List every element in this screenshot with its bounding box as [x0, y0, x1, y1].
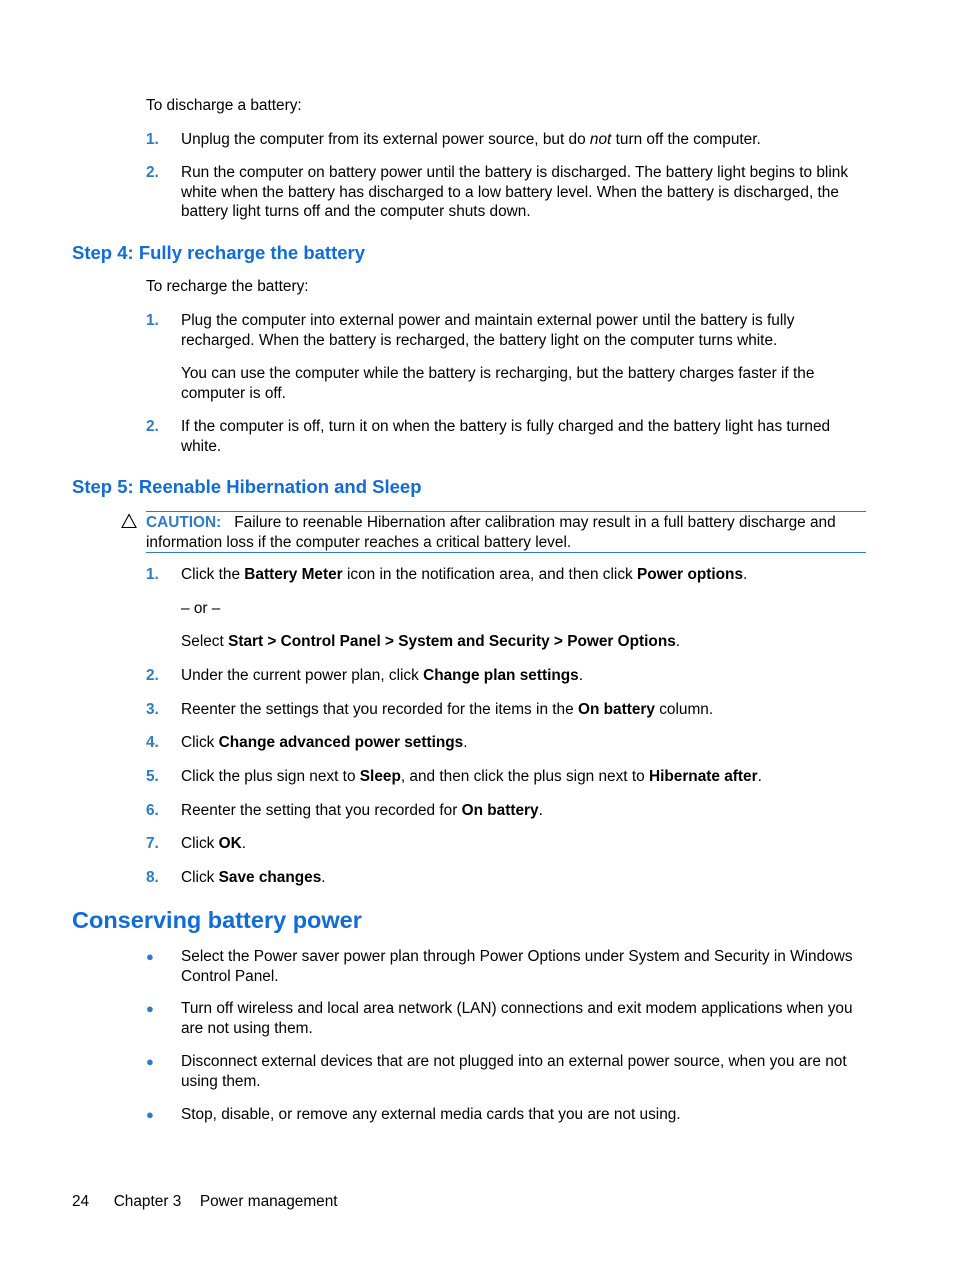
step5-item-text: Under the current power plan, click Change plan settings. — [181, 667, 584, 684]
or-separator: – or – — [181, 600, 221, 617]
step4-item-number: 2. — [146, 418, 159, 435]
step5-item-number: 7. — [146, 835, 159, 852]
caution-label: CAUTION: — [146, 514, 222, 531]
bullet-text: Select the Power saver power plan through Power Options under System and Security in Windows Control Panel. — [181, 948, 853, 985]
step5-item-text: Click Save changes. — [181, 869, 326, 886]
bullet-text: Disconnect external devices that are not plugged into an external power source, when you are not using them. — [181, 1053, 847, 1090]
step4-item-number: 1. — [146, 312, 159, 329]
step5-item-text: Reenter the settings that you recorded for the items in the On battery column. — [181, 701, 714, 718]
step5-item-text: Click the plus sign next to Sleep, and then click the plus sign next to Hibernate after. — [181, 768, 762, 785]
bullet-text: Stop, disable, or remove any external media cards that you are not using. — [181, 1106, 681, 1123]
bullet-text: Turn off wireless and local area network (LAN) connections and exit modem applications when you are not using them. — [181, 1000, 853, 1037]
step5-item-number: 2. — [146, 667, 159, 684]
step4-item-text: Plug the computer into external power and maintain external power until the battery is fully recharged. When the battery is recharged, the battery light on the computer turns white. — [181, 312, 795, 349]
bullet-icon: ● — [146, 1054, 154, 1069]
caution-box — [146, 511, 866, 553]
warning-triangle-icon — [121, 513, 137, 529]
chapter-label: Chapter 3 — [113, 1193, 182, 1210]
step5-item-number: 3. — [146, 701, 159, 718]
section-heading: Conserving battery power — [72, 907, 362, 933]
step5-item-number: 4. — [146, 734, 159, 751]
discharge-step-number: 1. — [146, 131, 159, 148]
bullet-icon: ● — [146, 1107, 154, 1122]
step5-heading: Step 5: Reenable Hibernation and Sleep — [72, 476, 422, 497]
chapter-title: Power management — [199, 1193, 338, 1210]
step4-item-text: If the computer is off, turn it on when the battery is fully charged and the battery light has turned white. — [181, 418, 831, 455]
discharge-step-number: 2. — [146, 164, 159, 181]
step4-item-note: You can use the computer while the battery is recharging, but the battery charges faster if the computer is off. — [181, 365, 815, 402]
step4-intro: To recharge the battery: — [146, 278, 309, 295]
step4-heading: Step 4: Fully recharge the battery — [72, 242, 366, 263]
step5-item-number: 5. — [146, 768, 159, 785]
step5-item-number: 1. — [146, 566, 159, 583]
step5-item-text: Click OK. — [181, 835, 246, 852]
discharge-step-text: Unplug the computer from its external power source, but do not turn off the computer. — [181, 131, 761, 148]
caution-text: Failure to reenable Hibernation after calibration may result in a full battery discharge and information loss if the computer reaches a critical battery level. — [146, 514, 836, 551]
page-number: 24 — [72, 1193, 90, 1210]
select-path-text: Select Start > Control Panel > System and Security > Power Options. — [181, 633, 681, 650]
page-footer — [72, 1192, 338, 1212]
step5-item-text: Click the Battery Meter icon in the notification area, and then click Power options. — [181, 566, 748, 583]
discharge-intro: To discharge a battery: — [146, 97, 302, 114]
step5-item-text: Reenter the setting that you recorded for On battery. — [181, 802, 543, 819]
step5-item-number: 6. — [146, 802, 159, 819]
step5-item-text: Click Change advanced power settings. — [181, 734, 468, 751]
bullet-icon: ● — [146, 1001, 154, 1016]
bullet-icon: ● — [146, 949, 154, 964]
step5-item-number: 8. — [146, 869, 159, 886]
discharge-step-text: Run the computer on battery power until the battery is discharged. The battery light begins to blink white when the battery has discharged to a low battery level. When the battery is discharged, the battery light turns off and the computer shuts down. — [181, 164, 849, 220]
